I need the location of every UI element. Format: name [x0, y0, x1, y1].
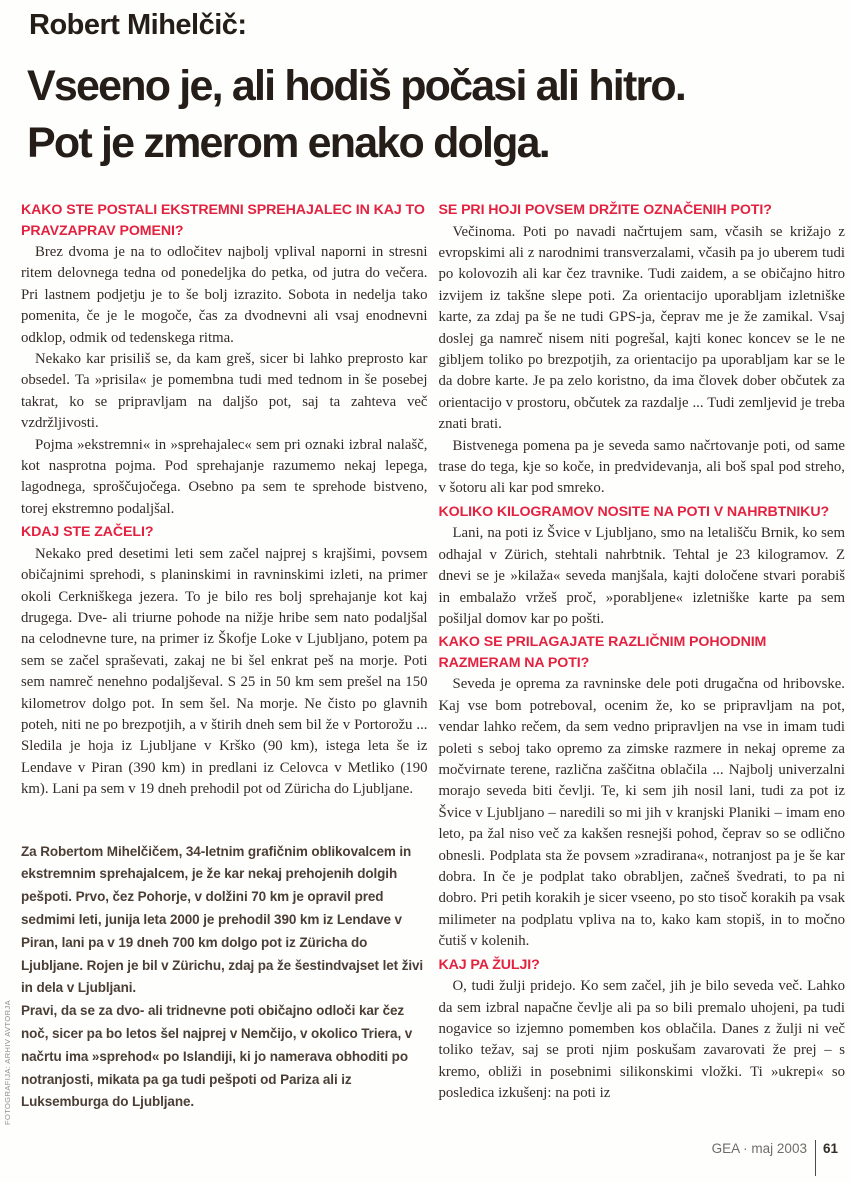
footer-magazine-date: GEA · maj 2003 — [711, 1141, 807, 1156]
page-number: 61 — [822, 1141, 838, 1156]
left-column — [21, 198, 428, 1114]
question-heading: KAKO SE PRILAGAJATE RAZLIČNIM POHODNIM RAZMERAM NA POTI? — [438, 634, 767, 671]
answer-paragraph: Pojma »ekstremni« in »sprehajalec« sem pri oznaki izbral nalašč, kot nasprotna pojma. Pod sprehajanje razumemo nekaj lepega, lagodnega, sproščujočega. Osebno pa sem te sprehode bistveno, torej ekstremno podaljšal. — [21, 436, 428, 517]
question-heading: SE PRI HOJI POVSEM DRŽITE OZNAČENIH POTI? — [438, 202, 772, 218]
bio-paragraph: Pravi, da se za dvo- ali tridnevne poti običajno odloči kar čez noč, sicer pa bo letos šel najprej v Nemčijo, v okolico Triera, v načrtu ima »sprehod« po Islandiji, ki jo namerava obhoditi po notranjosti, mikata pa ga tudi pešpoti od Pariza ali iz Luksemburga do Ljubljane. — [21, 1003, 413, 1110]
answer-paragraph: Nekako pred desetimi leti sem začel najprej s krajšimi, povsem običajnimi sprehodi, s planinskimi in ravninskimi izleti, na primer okoli Cerkniškega jezera. To je bilo res bolj sprehajanje kot kaj drugega. Dve- ali triurne pohode na nižje hribe sem nato podaljšal na celodnevne ture, na primer iz Škofje Loke v Ljubljano, potem pa sem se začel spraševati, zakaj ne bi šel enkrat peš na morje. Poti sem namreč nenehno podaljševal. S 25 in 50 km sem prešel na 150 kilometrov dolgo pot. In sem šel. Na morje. Ne čisto po glavnih poteh, niti ne po brezpotjih, a v štirih dneh sem bil že v Portorožu ... Sledila je hoja iz Ljubljane v Krško (90 km), istega leta še iz Lendave v Piran (390 km) in predlani iz Celovca v Metliko (190 km). Lani pa sem v 19 dneh prehodil pot od Züricha do Ljubljane. — [21, 545, 428, 798]
question-heading: KAJ PA ŽULJI? — [438, 956, 540, 973]
answer-paragraph: Brez dvoma je na to odločitev najbolj vplival naporni in stresni ritem delovnega tedna od ponedeljka do petka, od jutra do večera. Pri lastnem podjetju je to še bolj izrazito. Sobota in nedelja tako pomenita, če je le mogoče, čas za dvodnevni ali vsaj enodnevni odklop, odmik od tedenskega ritma. — [21, 244, 428, 346]
answer-paragraph: Nekako kar prisiliš se, da kam greš, sicer bi lahko preprosto kar obsedel. Ta »prisila« je pomembna tudi med tednom in še posebej takrat, ko se pripravljam na daljšo pot, saj ta zahteva več vzdržljivosti. — [21, 351, 428, 432]
right-column — [439, 198, 846, 1114]
headline-line-2: Pot je zmerom enako dolga. — [27, 119, 549, 167]
bio-paragraph: Za Robertom Mihelčičem, 34-letnim grafičnim oblikovalcem in ekstremnim sprehajalcem, je že kar nekaj prehojenih dolgih pešpoti. Prvo, čez Pohorje, v dolžini 70 km je opravil pred sedmimi leti, junija leta 2000 je prehodil 390 km iz Lendave v Piran, lani pa v 19 dneh 700 km dolgo pot iz Züricha do Ljubljane. Rojen je bil v Zürichu, zdaj pa že šestindvajset let živi in dela v Ljubljani. — [21, 843, 424, 996]
question-heading: KAKO STE POSTALI EKSTREMNI SPREHAJALEC IN KAJ TO PRAVZAPRAV POMENI? — [21, 202, 425, 239]
article-headline — [27, 58, 852, 172]
bio-box — [21, 841, 428, 1115]
answer-paragraph: Bistvenega pomena pa je seveda samo načrtovanje poti, od same trase do tega, kje so koče, in predvidevanja, ali boš spal pod streho, v šotoru ali kar pod smreko. — [438, 437, 845, 497]
answer-paragraph: O, tudi žulji pridejo. Ko sem začel, jih je bilo seveda več. Lahko da sem izbral napačne čevlje ali pa so bili premalo uhojeni, pa tudi nogavice so izjemno pomemben kos oblačila. Danes z žulji ni več toliko težav, saj se proti njim poskušam zavarovati že prej – s kremo, obliži in posebnimi silikonskimi vložki. Ti »ukrepi« so posledica izkušenj: na poti iz — [438, 978, 845, 1102]
author-kicker: Robert Mihelčič: — [29, 9, 247, 41]
answer-paragraph: Seveda je oprema za ravninske dele poti drugačna od hribovske. Kaj vse bom potreboval, ocenim že, ko se pripravljam na pot, vendar lahko rečem, da sem vedno pripravljen na vse in imam tudi poleti s seboj tako opremo za zimske razmere in nekaj opreme za močvirnate terene, različna zaščitna oblačila ... Najbolj univerzalni morajo seveda biti čevlji. Te, ki sem jih nosil lani, tudi za pot iz Švice v Ljubljano – naredili so mi jih v kranjski Planiki – imam eno leto, pa žal niso več za kakšen resnejši pohod, čeprav so se odlično obnesli. Podplata sta že povsem »zradirana«, notranjost pa je še kar dobra. In če je podplat tako obrabljen, začneš švedrati, to pa ni dobro. Pri petih korakih je sicer vseeno, po sto tisoč korakih pa vsak milimeter na podplatu vpliva na to, kako kam stopiš, in to močno čutiš v kolenih. — [438, 676, 845, 950]
page-footer — [712, 1140, 838, 1176]
question-heading: KDAJ STE ZAČELI? — [21, 524, 154, 541]
article-columns — [0, 198, 852, 1114]
headline-line-1: Vseeno je, ali hodiš počasi ali hitro. — [27, 62, 686, 110]
photo-credit: FOTOGRAFIJA: ARHIV AVTORJA — [3, 1000, 12, 1126]
answer-paragraph: Večinoma. Poti po navadi načrtujem sam, včasih se križajo z evropskimi ali z narodnimi transverzalami, včasih pa jo uberem tudi po kolovozih ali kar čez travnike. Tudi zaidem, a se običajno hitro izvijem iz takšne slepe poti. Za orientacijo uporabljam izletniške karte, za zdaj pa še ne tudi GPS-ja, čeprav me je že zamikal. Vsaj doslej ga namreč nisem niti pogrešal, kajti konec koncev se le ne gibljem toliko po brezpotjih, za orientacijo pa uporabljam kar se le da dobre karte. Je pa zelo koristno, da ima človek dober občutek za orientacijo v prostoru, občutek za razdalje ... Tudi zemljevid je treba znati brati. — [438, 223, 845, 433]
answer-paragraph: Lani, na poti iz Švice v Ljubljano, smo na letališču Brnik, ko sem odhajal v Zürich, stehtali nahrbtnik. Tehtal je 23 kilogramov. Z dnevi se je »kilaža« seveda manjšala, kajti določene stvari porabiš in embalažo vržeš proč, »porabljene« izletniške karte pa sem pošiljal domov kar po pošti. — [438, 525, 845, 627]
question-heading: KOLIKO KILOGRAMOV NOSITE NA POTI V NAHRBTNIKU? — [438, 503, 830, 520]
